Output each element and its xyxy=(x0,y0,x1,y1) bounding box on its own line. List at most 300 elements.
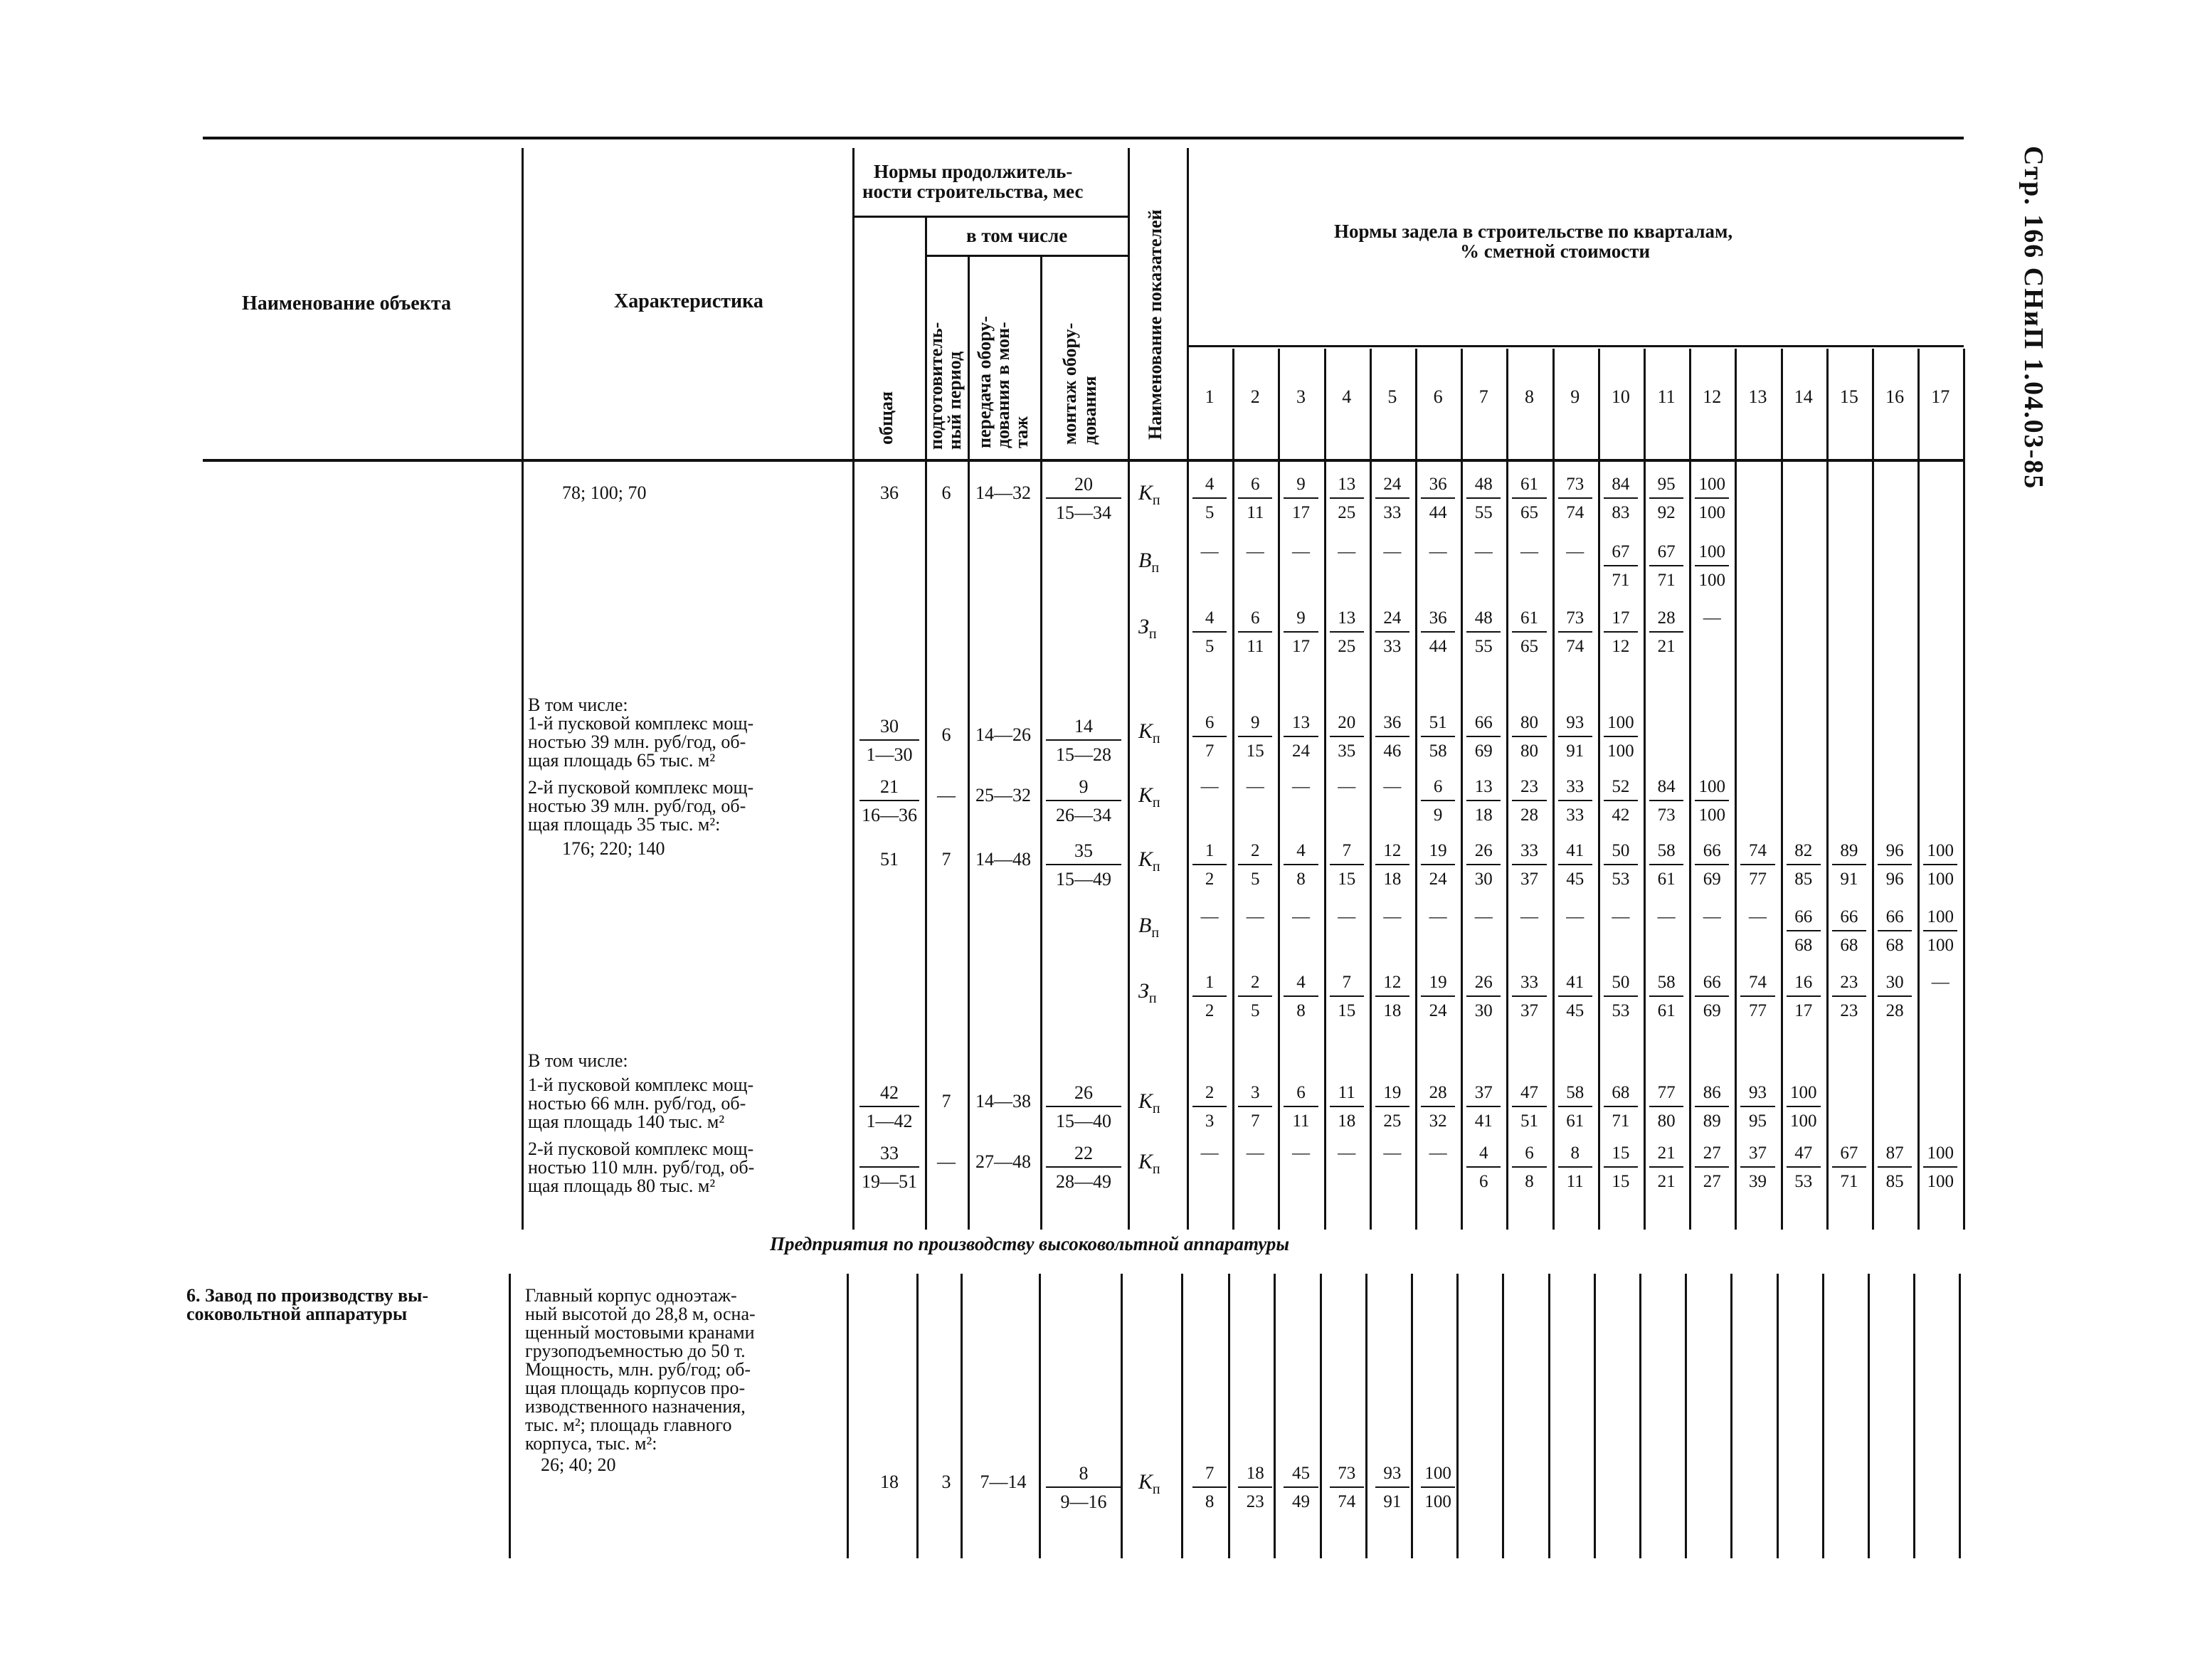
quarter-col-rule xyxy=(1415,349,1417,1230)
fraction-bar xyxy=(1046,1106,1121,1107)
quarter-value-den: 74 xyxy=(1566,637,1584,656)
quarter-col-rule-lower xyxy=(1913,1274,1915,1558)
fraction-bar xyxy=(1238,497,1272,499)
quarter-value-den: 15 xyxy=(1612,1172,1630,1191)
quarter-value-den: 65 xyxy=(1520,637,1538,656)
quarter-value-num: — xyxy=(1474,907,1493,926)
indicator-label xyxy=(1138,1091,1160,1116)
fraction-bar xyxy=(1238,995,1272,997)
quarter-value-num: 7 xyxy=(1342,973,1351,992)
quarter-value-den: 77 xyxy=(1749,1001,1767,1020)
header-sub-install-2: дования xyxy=(1079,376,1100,445)
indicator-label xyxy=(1138,482,1160,507)
fraction-bar xyxy=(1238,864,1272,865)
quarter-value-num: — xyxy=(1429,907,1447,926)
quarter-col-rule xyxy=(1917,349,1920,1230)
vtch1-line1: В том числе: xyxy=(528,694,628,715)
quarter-col-rule-lower xyxy=(1456,1274,1459,1558)
header-backlog-1: Нормы задела в строительстве по кварталам, xyxy=(1334,221,1733,242)
quarter-value-den: 61 xyxy=(1657,870,1676,889)
fraction-bar xyxy=(1649,631,1683,633)
rule-indicator-left xyxy=(1128,148,1130,1230)
quarter-value-num: — xyxy=(1200,1143,1219,1163)
fraction-bar xyxy=(1878,930,1912,931)
fraction-bar xyxy=(1046,1486,1121,1488)
quarter-value-num: 41 xyxy=(1566,841,1584,860)
quarter-value-den: 80 xyxy=(1520,741,1538,761)
quarter-value-num: 82 xyxy=(1794,841,1813,860)
rule-char-left xyxy=(522,148,524,1230)
quarter-col-rule-lower xyxy=(1639,1274,1641,1558)
quarter-value-num: 66 xyxy=(1703,973,1721,992)
indicator-label xyxy=(1138,616,1157,641)
fraction-bar xyxy=(1284,736,1318,737)
quarter-value-den: 21 xyxy=(1657,637,1676,656)
norm-install-den: 15—40 xyxy=(1056,1111,1111,1131)
object-6-line1: 6. Завод по производству вы- xyxy=(186,1285,429,1306)
indicator-letter: К xyxy=(1138,1470,1153,1494)
quarter-value-num: — xyxy=(1292,907,1310,926)
quarter-value-num: — xyxy=(1338,777,1356,796)
quarter-value-num: 73 xyxy=(1566,475,1584,494)
quarter-col-rule-lower xyxy=(1822,1274,1824,1558)
quarter-value-num: 80 xyxy=(1520,713,1538,732)
fraction-bar xyxy=(1558,864,1592,865)
fraction-bar xyxy=(1330,995,1364,997)
quarter-value-den: 33 xyxy=(1566,805,1584,825)
fraction-bar xyxy=(1512,631,1546,633)
quarter-value-num: — xyxy=(1292,542,1310,561)
norm-prep: — xyxy=(937,785,956,805)
quarter-value-den: 51 xyxy=(1520,1111,1538,1131)
quarter-value-num: 73 xyxy=(1566,608,1584,628)
quarter-value-num: — xyxy=(1338,1143,1356,1163)
fraction-bar xyxy=(1192,1106,1227,1107)
fraction-bar xyxy=(1604,497,1638,499)
header-indicator: Наименование показателей xyxy=(1145,209,1165,440)
quarter-value-den: 8 xyxy=(1525,1172,1534,1191)
fraction-bar xyxy=(1330,631,1364,633)
quarter-value-den: 85 xyxy=(1885,1172,1904,1191)
vtch2-line2: 1-й пусковой комплекс мощ- xyxy=(528,1074,754,1095)
indicator-label xyxy=(1138,915,1159,940)
quarter-col-rule-lower xyxy=(1228,1274,1230,1558)
quarter-value-den: 85 xyxy=(1794,870,1813,889)
quarter-value-num: 4 xyxy=(1205,608,1215,628)
fraction-bar xyxy=(1923,1166,1957,1168)
quarter-value-num: 66 xyxy=(1703,841,1721,860)
quarter-value-num: 52 xyxy=(1612,777,1630,796)
quarter-value-den: 100 xyxy=(1698,503,1726,522)
rule-install-left xyxy=(1040,255,1042,1230)
fraction-bar xyxy=(1923,930,1957,931)
quarter-value-num: 68 xyxy=(1612,1083,1630,1102)
norm-total: 18 xyxy=(880,1472,899,1492)
quarter-value-den: 8 xyxy=(1296,1001,1306,1020)
quarter-value-num: 28 xyxy=(1429,1083,1447,1102)
fraction-bar xyxy=(1375,864,1409,865)
indicator-subscript: п xyxy=(1152,795,1160,810)
table-top-rule xyxy=(203,137,1964,139)
quarter-value-num: 93 xyxy=(1383,1464,1402,1483)
quarter-value-num: 33 xyxy=(1520,973,1538,992)
quarter-value-num: 16 xyxy=(1794,973,1813,992)
indicator-label xyxy=(1138,721,1160,746)
quarter-value-num: — xyxy=(1338,542,1356,561)
vtch1-line8: 176; 220; 140 xyxy=(562,838,665,859)
char6-line8: тыс. м²; площадь главного xyxy=(525,1415,732,1435)
quarter-value-den: 23 xyxy=(1840,1001,1858,1020)
quarter-value-den: 30 xyxy=(1474,870,1493,889)
quarter-value-num: 6 xyxy=(1296,1083,1306,1102)
norm-total-den: 19—51 xyxy=(862,1171,917,1192)
quarter-value-num: 36 xyxy=(1429,475,1447,494)
quarter-value-den: 100 xyxy=(1607,741,1634,761)
fraction-bar xyxy=(1604,1166,1638,1168)
fraction-bar xyxy=(1284,1486,1318,1488)
indicator-letter: К xyxy=(1138,719,1153,743)
quarter-col-rule xyxy=(1872,349,1874,1230)
quarter-value-num: — xyxy=(1657,907,1676,926)
object-6-line2: соковольтной аппаратуры xyxy=(186,1304,408,1324)
fraction-bar xyxy=(1558,631,1592,633)
indicator-letter: К xyxy=(1138,481,1153,504)
fraction-bar xyxy=(1558,995,1592,997)
indicator-subscript: п xyxy=(1152,492,1160,508)
quarter-col-rule-lower xyxy=(1730,1274,1732,1558)
quarter-col-rule xyxy=(1598,349,1600,1230)
quarter-value-den: 71 xyxy=(1612,1111,1630,1131)
fraction-bar xyxy=(1787,930,1821,931)
fraction-bar xyxy=(1330,497,1364,499)
quarter-value-num: 58 xyxy=(1657,973,1676,992)
char6-line6: щая площадь корпусов про- xyxy=(525,1378,746,1398)
quarter-value-num: 4 xyxy=(1205,475,1215,494)
quarter-value-den: 25 xyxy=(1383,1111,1402,1131)
rule-norms-left xyxy=(852,148,855,1230)
quarter-value-den: 32 xyxy=(1429,1111,1447,1131)
quarter-value-num: — xyxy=(1931,973,1949,992)
indicator-label xyxy=(1138,981,1157,1005)
quarter-value-den: 100 xyxy=(1698,571,1726,590)
quarter-value-num: — xyxy=(1520,542,1538,561)
quarter-value-den: 89 xyxy=(1703,1111,1721,1131)
header-sub-install-1: монтаж обору- xyxy=(1059,322,1080,445)
quarter-value-num: 27 xyxy=(1703,1143,1721,1163)
fraction-bar xyxy=(1512,497,1546,499)
fraction-bar xyxy=(1046,864,1121,865)
fraction-bar xyxy=(1878,995,1912,997)
fraction-bar xyxy=(1330,864,1364,865)
quarter-header: 12 xyxy=(1703,386,1722,407)
quarter-value-den: 53 xyxy=(1612,870,1630,889)
quarter-value-den: 45 xyxy=(1566,1001,1584,1020)
indicator-letter: К xyxy=(1138,847,1153,871)
quarter-value-num: 20 xyxy=(1338,713,1356,732)
quarter-value-den: 15 xyxy=(1338,1001,1356,1020)
quarter-value-num: 95 xyxy=(1657,475,1676,494)
quarter-value-den: 73 xyxy=(1657,805,1676,825)
quarter-value-num: 74 xyxy=(1749,841,1767,860)
indicator-letter: К xyxy=(1138,783,1153,807)
quarter-value-den: 15 xyxy=(1246,741,1264,761)
norm-install-den: 26—34 xyxy=(1056,805,1111,825)
quarter-value-num: 100 xyxy=(1927,841,1954,860)
quarter-value-den: 18 xyxy=(1383,1001,1402,1020)
header-norms-2: ности строительства, мес xyxy=(862,181,1084,202)
fraction-bar xyxy=(1284,995,1318,997)
norm-total-den: 16—36 xyxy=(862,805,917,825)
indicator-label xyxy=(1138,550,1159,575)
quarter-value-num: — xyxy=(1566,542,1584,561)
quarter-value-den: 28 xyxy=(1520,805,1538,825)
quarter-header: 1 xyxy=(1205,386,1215,407)
norm-install-num: 26 xyxy=(1074,1082,1093,1103)
rule-prep-left-2 xyxy=(916,1274,919,1558)
fraction-bar xyxy=(1695,1166,1729,1168)
fraction-bar xyxy=(1375,631,1409,633)
vtch1-line4: щая площадь 65 тыс. м² xyxy=(528,750,716,771)
fraction-bar xyxy=(1787,864,1821,865)
indicator-letter: З xyxy=(1138,615,1149,638)
quarter-value-den: 25 xyxy=(1338,637,1356,656)
fraction-bar xyxy=(1284,1106,1318,1107)
quarter-value-num: 7 xyxy=(1342,841,1351,860)
quarter-value-den: 18 xyxy=(1474,805,1493,825)
norm-transfer: 14—38 xyxy=(975,1091,1031,1111)
norm-total-num: 21 xyxy=(880,776,899,797)
fraction-bar xyxy=(1192,497,1227,499)
fraction-bar xyxy=(1740,995,1774,997)
fraction-bar xyxy=(1695,497,1729,499)
quarter-value-den: 17 xyxy=(1292,637,1310,656)
quarter-value-den: 42 xyxy=(1612,805,1630,825)
fraction-bar xyxy=(1649,497,1683,499)
quarter-value-num: 17 xyxy=(1612,608,1630,628)
quarter-value-den: 37 xyxy=(1520,1001,1538,1020)
quarter-value-den: 96 xyxy=(1885,870,1904,889)
quarter-value-den: 69 xyxy=(1703,870,1721,889)
quarter-value-den: 58 xyxy=(1429,741,1447,761)
fraction-bar xyxy=(1238,631,1272,633)
fraction-bar xyxy=(1421,800,1455,801)
fraction-bar xyxy=(1787,1166,1821,1168)
char6-line5: Мощность, млн. руб/год; об- xyxy=(525,1359,751,1380)
quarter-value-num: 9 xyxy=(1251,713,1260,732)
vtch1-line3: ностью 39 млн. руб/год, об- xyxy=(528,731,746,752)
quarter-col-rule-lower xyxy=(1685,1274,1687,1558)
fraction-bar xyxy=(1695,800,1729,801)
char6-line7: изводственного назначения, xyxy=(525,1396,746,1417)
quarter-header: 10 xyxy=(1611,386,1630,407)
fraction-bar xyxy=(859,739,919,741)
quarter-col-rule-lower xyxy=(1868,1274,1870,1558)
indicator-subscript: п xyxy=(1152,1101,1160,1116)
fraction-bar xyxy=(1832,1166,1866,1168)
quarter-col-rule-lower xyxy=(1320,1274,1322,1558)
quarter-value-num: 87 xyxy=(1885,1143,1904,1163)
indicator-letter: В xyxy=(1138,549,1152,572)
fraction-bar xyxy=(1421,995,1455,997)
quarter-value-num: 28 xyxy=(1657,608,1676,628)
quarter-col-rule xyxy=(1644,349,1646,1230)
vtch2-line4: щая площадь 140 тыс. м² xyxy=(528,1111,725,1132)
quarter-col-rule xyxy=(1506,349,1508,1230)
fraction-bar xyxy=(1832,864,1866,865)
quarter-value-den: 35 xyxy=(1338,741,1356,761)
fraction-bar xyxy=(1238,736,1272,737)
quarter-value-den: 100 xyxy=(1927,936,1954,955)
fraction-bar xyxy=(1046,739,1121,741)
quarter-value-num: 19 xyxy=(1429,973,1447,992)
quarter-value-num: 96 xyxy=(1885,841,1904,860)
norm-prep: 7 xyxy=(941,1091,951,1111)
quarter-col-rule-lower xyxy=(1365,1274,1367,1558)
fraction-bar xyxy=(1192,631,1227,633)
rule-indicator-left-2 xyxy=(1121,1274,1123,1558)
fraction-bar xyxy=(1375,736,1409,737)
quarter-value-den: 17 xyxy=(1794,1001,1813,1020)
header-col-char: Характеристика xyxy=(614,290,763,312)
quarter-value-num: 100 xyxy=(1698,475,1726,494)
quarter-value-den: 68 xyxy=(1885,936,1904,955)
header-in-that-number: в том числе xyxy=(966,225,1068,246)
quarter-value-num: 93 xyxy=(1749,1083,1767,1102)
fraction-bar xyxy=(1558,736,1592,737)
quarter-value-num: 9 xyxy=(1296,475,1306,494)
rule-quarters-left-2 xyxy=(1181,1274,1183,1558)
indicator-label xyxy=(1138,1472,1160,1496)
header-sub-prep-2: ный период xyxy=(944,351,965,450)
fraction-bar xyxy=(1649,864,1683,865)
quarter-value-den: 21 xyxy=(1657,1172,1676,1191)
quarter-col-rule-lower xyxy=(1548,1274,1550,1558)
quarter-value-num: 36 xyxy=(1429,608,1447,628)
vtch2-line1: В том числе: xyxy=(528,1050,628,1071)
char6-line9: корпуса, тыс. м²: xyxy=(525,1433,657,1454)
fraction-bar xyxy=(1558,1166,1592,1168)
quarter-header: 6 xyxy=(1433,386,1443,407)
norm-prep: 6 xyxy=(941,724,951,745)
quarter-value-num: 13 xyxy=(1338,475,1356,494)
fraction-bar xyxy=(1787,1106,1821,1107)
quarter-col-rule-lower xyxy=(1502,1274,1504,1558)
quarter-value-num: — xyxy=(1749,907,1767,926)
fraction-bar xyxy=(1466,736,1501,737)
quarter-value-den: 27 xyxy=(1703,1172,1721,1191)
fraction-bar xyxy=(1649,1166,1683,1168)
quarter-value-num: — xyxy=(1429,1143,1447,1163)
quarter-col-rule xyxy=(1735,349,1737,1230)
vtch2-line7: щая площадь 80 тыс. м² xyxy=(528,1176,716,1196)
quarter-header: 13 xyxy=(1748,386,1767,407)
quarter-value-den: 68 xyxy=(1794,936,1813,955)
rule-char-left-2 xyxy=(509,1274,511,1558)
quarter-header: 11 xyxy=(1657,386,1676,407)
quarter-value-den: 25 xyxy=(1338,503,1356,522)
fraction-bar xyxy=(1192,995,1227,997)
quarter-value-num: 51 xyxy=(1429,713,1447,732)
quarter-header: 5 xyxy=(1387,386,1397,407)
quarter-value-num: 2 xyxy=(1251,841,1260,860)
quarter-value-num: 50 xyxy=(1612,973,1630,992)
fraction-bar xyxy=(1375,497,1409,499)
quarter-value-num: 84 xyxy=(1612,475,1630,494)
norm-install-num: 22 xyxy=(1074,1143,1093,1163)
fraction-bar xyxy=(1604,864,1638,865)
quarter-value-num: — xyxy=(1703,907,1721,926)
fraction-bar xyxy=(1046,1166,1121,1168)
norms-rule xyxy=(854,216,1128,218)
fraction-bar xyxy=(859,800,919,801)
norm-total: 51 xyxy=(880,849,899,870)
quarter-value-den: 65 xyxy=(1520,503,1538,522)
rule-install-left-2 xyxy=(1039,1274,1041,1558)
quarter-value-den: 28 xyxy=(1885,1001,1904,1020)
norm-total-num: 30 xyxy=(880,716,899,736)
norm-prep: 6 xyxy=(941,482,951,503)
quarter-value-num: 84 xyxy=(1657,777,1676,796)
section-title: Предприятия по производству высоковольтной аппаратуры xyxy=(770,1233,1290,1254)
fraction-bar xyxy=(1046,497,1121,499)
vtch2-line6: ностью 110 млн. руб/год, об- xyxy=(528,1157,755,1178)
quarter-value-den: 53 xyxy=(1794,1172,1813,1191)
quarter-value-num: 61 xyxy=(1520,475,1538,494)
fraction-bar xyxy=(1512,1106,1546,1107)
fraction-bar xyxy=(1284,631,1318,633)
fraction-bar xyxy=(1740,1106,1774,1107)
quarter-value-num: 24 xyxy=(1383,475,1402,494)
quarter-header: 16 xyxy=(1885,386,1905,407)
quarter-value-den: 44 xyxy=(1429,503,1447,522)
quarter-value-den: 71 xyxy=(1612,571,1630,590)
vtch1-line7: щая площадь 35 тыс. м²: xyxy=(528,814,721,835)
quarter-value-num: 33 xyxy=(1566,777,1584,796)
row1-char: 78; 100; 70 xyxy=(562,482,647,503)
fraction-bar xyxy=(1740,864,1774,865)
quarter-value-den: 24 xyxy=(1429,1001,1447,1020)
fraction-bar xyxy=(1604,565,1638,566)
vtch1-line6: ностью 39 млн. руб/год, об- xyxy=(528,796,746,816)
fraction-bar xyxy=(859,1166,919,1168)
quarter-value-num: 66 xyxy=(1474,713,1493,732)
fraction-bar xyxy=(1238,1486,1272,1488)
char6-line4: грузоподъемностью до 50 т. xyxy=(525,1341,746,1361)
vtch2-line3: ностью 66 млн. руб/год, об- xyxy=(528,1093,746,1114)
indicator-subscript: п xyxy=(1148,626,1157,642)
quarter-value-num: 13 xyxy=(1474,777,1493,796)
quarter-col-rule xyxy=(1552,349,1555,1230)
fraction-bar xyxy=(1878,864,1912,865)
norm-total-num: 42 xyxy=(880,1082,899,1103)
quarter-value-num: 37 xyxy=(1474,1083,1493,1102)
quarter-value-num: 61 xyxy=(1520,608,1538,628)
quarter-col-rule-lower xyxy=(1959,1274,1961,1558)
fraction-bar xyxy=(1330,1106,1364,1107)
norm-install-den: 15—28 xyxy=(1056,744,1111,765)
quarter-header: 7 xyxy=(1478,386,1488,407)
norm-install-num: 14 xyxy=(1074,716,1093,736)
quarter-value-num: 100 xyxy=(1698,542,1726,561)
quarter-value-num: 1 xyxy=(1205,973,1215,992)
quarter-value-den: 5 xyxy=(1205,637,1215,656)
quarter-value-num: 19 xyxy=(1383,1083,1402,1102)
quarter-value-den: 100 xyxy=(1927,1172,1954,1191)
rule-norms-left-2 xyxy=(847,1274,849,1558)
quarter-value-den: 95 xyxy=(1749,1111,1767,1131)
quarter-value-den: 11 xyxy=(1292,1111,1310,1131)
fraction-bar xyxy=(1604,736,1638,737)
